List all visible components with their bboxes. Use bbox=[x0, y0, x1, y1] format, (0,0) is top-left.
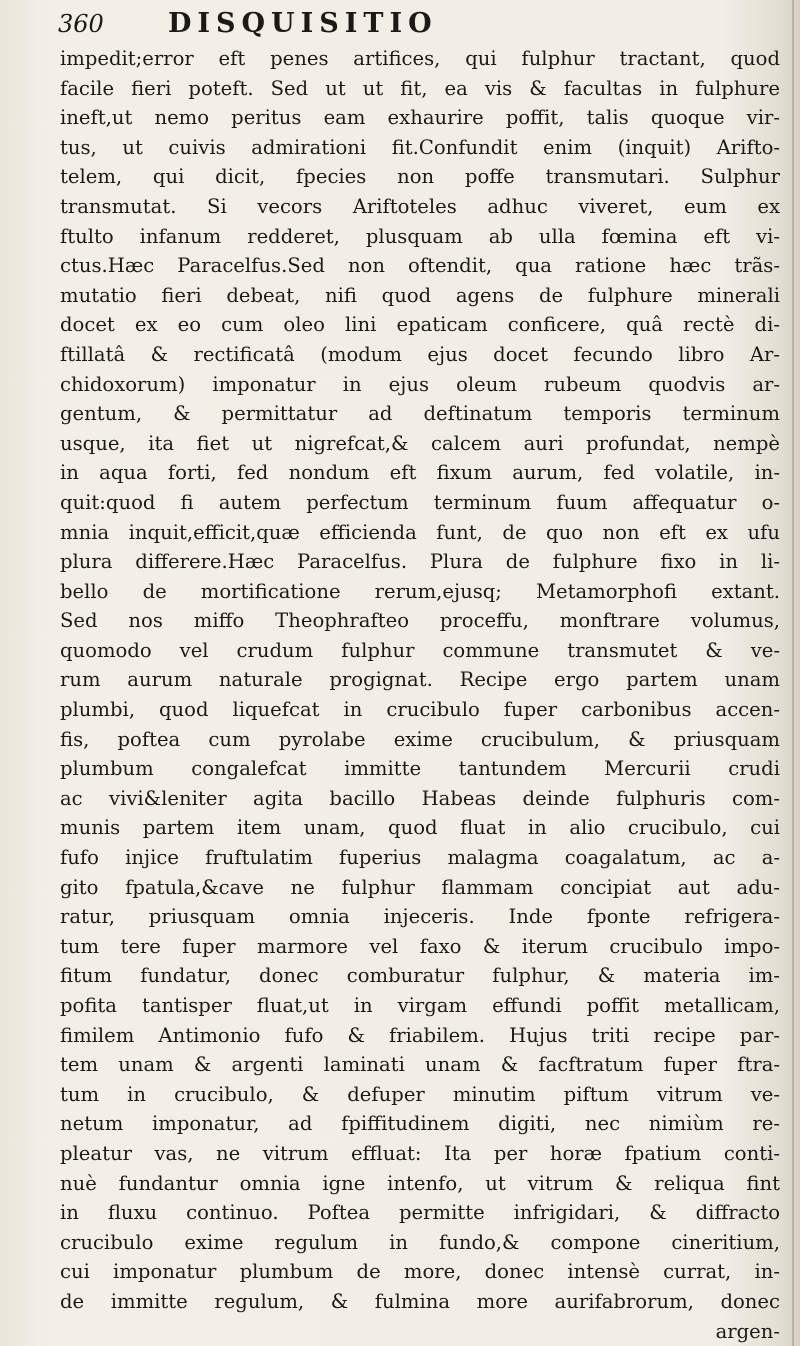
text-line: gito fpatula,&cave ne fulphur flammam concipiat aut adu- bbox=[60, 875, 780, 899]
text-line: pofita tantisper fluat,ut in virgam effundi poffit metallicam, bbox=[60, 994, 780, 1017]
text-line: chidoxorum) imponatur in ejus oleum rubeum quodvis ar- bbox=[60, 372, 780, 396]
text-line: plura differere.Hæc Paracelfus. Plura de fulphure fixo in li- bbox=[60, 550, 780, 574]
text-line: fimilem Antimonio fufo & friabilem. Hujus triti recipe par- bbox=[60, 1023, 780, 1047]
page-header bbox=[58, 8, 778, 42]
text-line: fitum fundatur, donec comburatur fulphur, & materia im- bbox=[60, 964, 780, 988]
text-line: docet ex eo cum oleo lini epaticam conficere, quâ rectè di- bbox=[60, 313, 780, 337]
page-number: 360 bbox=[58, 10, 104, 38]
text-line: facile fieri poteft. Sed ut ut fit, ea vis & facultas in fulphure bbox=[60, 76, 780, 100]
text-line: ac vivi&leniter agita bacillo Habeas deinde fulphuris com- bbox=[60, 786, 780, 810]
text-line: tum in crucibulo, & defuper minutim piftum vitrum ve- bbox=[60, 1082, 780, 1106]
text-line: telem, qui dicit, fpecies non poffe transmutari. Sulphur bbox=[60, 165, 780, 189]
body-text bbox=[60, 44, 780, 1346]
text-line: ctus.Hæc Paracelfus.Sed non oftendit, qua ratione hæc trãs- bbox=[60, 254, 780, 278]
text-line: plumbum congalefcat immitte tantundem Mercurii crudi bbox=[60, 757, 780, 781]
text-line: transmutat. Si vecors Ariftoteles adhuc viveret, eum ex bbox=[60, 194, 780, 218]
text-line: Sed nos miffo Theophrafteo proceffu, monftrare volumus, bbox=[60, 609, 780, 633]
text-line: in fluxu continuo. Poftea permitte infrigidari, & diffracto bbox=[60, 1201, 780, 1225]
text-line: usque, ita fiet ut nigrefcat,& calcem auri profundat, nempè bbox=[60, 431, 780, 455]
text-line: nuè fundantur omnia igne intenfo, ut vitrum & reliqua fint bbox=[60, 1171, 780, 1195]
text-line: rum aurum naturale progignat. Recipe ergo partem unam bbox=[60, 668, 780, 692]
text-line: fufo injice fruftulatim fuperius malagma coagalatum, ac a- bbox=[60, 846, 780, 870]
text-line: ftulto infanum redderet, plusquam ab ulla fœmina eft vi- bbox=[60, 224, 780, 248]
text-line: mutatio fieri debeat, nifi quod agens de fulphure minerali bbox=[60, 283, 780, 307]
text-line: ineft,ut nemo peritus eam exhaurire poffit, talis quoque vir- bbox=[60, 106, 780, 130]
text-line: gentum, & permittatur ad deftinatum temporis terminum bbox=[60, 402, 780, 426]
page-edge bbox=[792, 0, 794, 1346]
text-line: pleatur vas, ne vitrum effluat: Ita per horæ fpatium conti- bbox=[60, 1141, 780, 1165]
text-line: de immitte regulum, & fulmina more aurifabrorum, donec bbox=[60, 1289, 780, 1313]
text-line: quit:quod fi autem perfectum terminum fuum affequatur o- bbox=[60, 490, 780, 514]
text-line: impedit;error eft penes artifices, qui fulphur tractant, quod bbox=[60, 47, 780, 70]
text-line: quomodo vel crudum fulphur commune transmutet & ve- bbox=[60, 638, 780, 662]
catchword: argen- bbox=[715, 1319, 780, 1343]
text-line: ratur, priusquam omnia injeceris. Inde fponte refrigera- bbox=[60, 905, 780, 929]
text-line: tem unam & argenti laminati unam & facftratum fuper ftra- bbox=[60, 1053, 780, 1077]
text-line: in aqua forti, fed nondum eft fixum aurum, fed volatile, in- bbox=[60, 461, 780, 485]
text-line: fis, poftea cum pyrolabe exime crucibulum, & priusquam bbox=[60, 727, 780, 751]
text-line: netum imponatur, ad fpiffitudinem digiti, nec nimiùm re- bbox=[60, 1112, 780, 1136]
running-head: DISQUISITIO bbox=[168, 8, 438, 39]
text-line: crucibulo exime regulum in fundo,& compone cineritium, bbox=[60, 1230, 780, 1254]
text-line: bello de mortificatione rerum,ejusq; Metamorphofi extant. bbox=[60, 579, 780, 603]
text-line: plumbi, quod liquefcat in crucibulo fuper carbonibus accen- bbox=[60, 698, 780, 722]
text-line: tum tere fuper marmore vel faxo & iterum crucibulo impo- bbox=[60, 934, 780, 958]
text-line: ftillatâ & rectificatâ (modum ejus docet fecundo libro Ar- bbox=[60, 342, 780, 366]
text-line: munis partem item unam, quod fluat in alio crucibulo, cui bbox=[60, 816, 780, 840]
text-line: mnia inquit,efficit,quæ efficienda funt, de quo non eft ex ufu bbox=[60, 520, 780, 544]
text-line: tus, ut cuivis admirationi fit.Confundit enim (inquit) Arifto- bbox=[60, 135, 780, 159]
text-line: cui imponatur plumbum de more, donec intensè currat, in- bbox=[60, 1260, 780, 1284]
